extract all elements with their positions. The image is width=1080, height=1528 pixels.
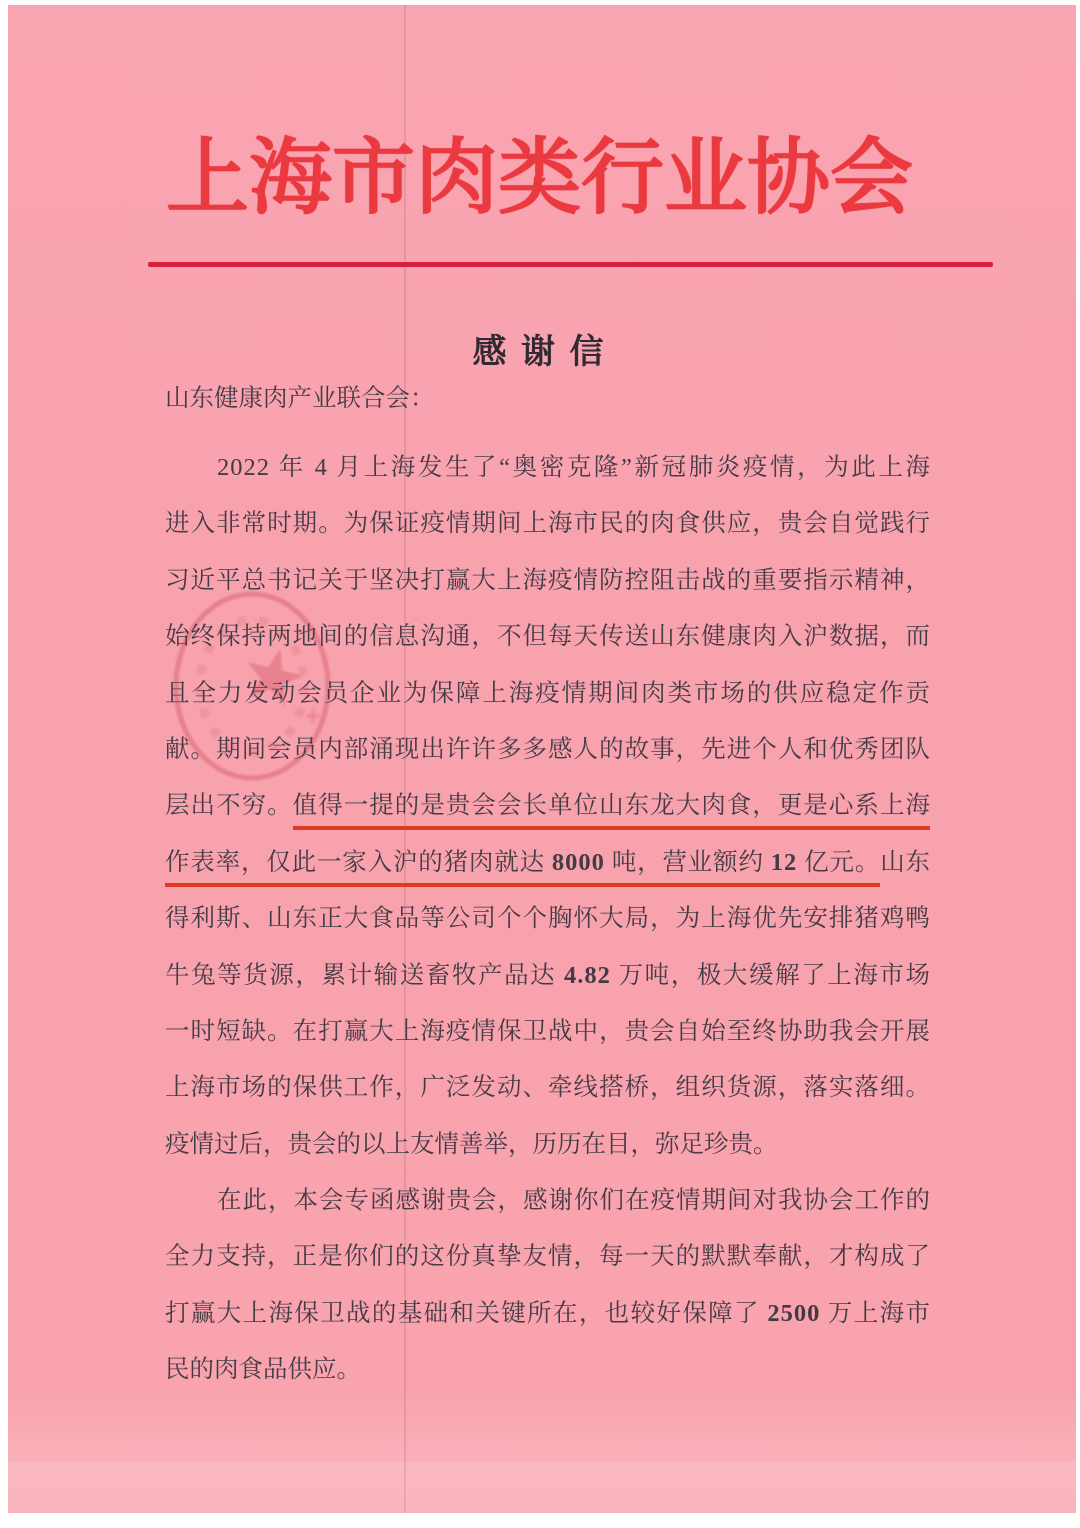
text-segment: 年 xyxy=(270,454,315,481)
letterhead-divider-rule xyxy=(148,262,993,267)
text-segment: 上海市场的保供工作，广泛发动、牵线搭桥，组织货源，落实落细。 xyxy=(165,1074,930,1102)
text-segment: 献。期间会员内部涌现出许许多多感人的故事，先进个人和优秀团队 xyxy=(165,735,930,763)
text-segment: 疫情过后，贵会的以上友情善举，历历在目，弥足珍贵。 xyxy=(165,1130,778,1158)
text-segment: 习近平总书记关于坚决打赢大上海疫情防控阻击战的重要指示精神， xyxy=(165,566,930,594)
text-segment: 全力支持，正是你们的这份真挚友情，每一天的默默奉献，才构成了 xyxy=(165,1243,930,1271)
text-segment: 万上海市 xyxy=(820,1299,930,1327)
letter-line xyxy=(165,1286,930,1342)
text-segment: 进入非常时期。为保证疫情期间上海市民的肉食供应，贵会自觉践行 xyxy=(165,510,930,538)
text-segment: 打赢大上海保卫战的基础和关键所在，也较好保障了 xyxy=(165,1299,768,1327)
underlined-text: 作表率，仅此一家入沪的猪肉就达 xyxy=(165,849,552,887)
letter-paragraph-lines xyxy=(165,440,930,1399)
underlined-text: 8000 xyxy=(552,849,605,887)
letter-title: 感 谢 信 xyxy=(472,334,607,371)
letter-line xyxy=(165,1173,930,1229)
letter-line xyxy=(165,948,930,1004)
letter-line xyxy=(165,1117,930,1173)
letter-line xyxy=(165,835,930,891)
scan-light-band xyxy=(8,1462,1076,1513)
letterhead-organization-title: 上海市肉类行业协会 xyxy=(166,132,913,224)
letter-line xyxy=(165,722,930,778)
text-segment: 民的肉食品供应。 xyxy=(165,1356,361,1384)
underlined-text: 12 xyxy=(771,849,798,887)
letter-line xyxy=(165,1229,930,1285)
text-segment: 月上海发生了“奥密克隆”新冠肺炎疫情，为此上海 xyxy=(327,454,930,481)
text-segment: 山东 xyxy=(880,848,930,876)
underlined-text: 亿元。 xyxy=(797,849,880,887)
text-segment: 4.82 xyxy=(563,961,611,989)
letter-line xyxy=(165,609,930,665)
text-segment: 一时短缺。在打赢大上海疫情保卫战中，贵会自始至终协助我会开展 xyxy=(165,1017,930,1045)
text-segment: 始终保持两地间的信息沟通，不但每天传送山东健康肉入沪数据，而 xyxy=(165,623,930,651)
salutation: 山东健康肉产业联合会： xyxy=(165,385,435,412)
text-segment: 且全力发动会员企业为保障上海疫情期间肉类市场的供应稳定作贡 xyxy=(165,679,930,707)
letter-line xyxy=(165,496,930,552)
underlined-text: 值得一提的是贵会会长单位山东龙大肉食，更是心系上海 xyxy=(293,792,930,830)
letter-line xyxy=(165,778,930,834)
underlined-text: 吨，营业额约 xyxy=(605,849,771,887)
text-segment: 牛兔等货源，累计输送畜牧产品达 xyxy=(165,961,564,989)
letter-body xyxy=(165,383,930,1399)
letter-line xyxy=(165,553,930,609)
letter-line xyxy=(165,1342,930,1398)
text-segment: 得利斯、山东正大食品等公司个个胸怀大局，为上海优先安排猪鸡鸭 xyxy=(165,905,930,933)
letter-line xyxy=(165,1004,930,1060)
text-segment: 2500 xyxy=(767,1299,821,1327)
letter-line xyxy=(165,891,930,947)
letter-line xyxy=(165,1060,930,1116)
text-segment: 在此，本会专函感谢贵会，感谢你们在疫情期间对我协会工作的 xyxy=(217,1187,930,1215)
text-segment: 4 xyxy=(314,454,328,481)
text-segment: 万吨，极大缓解了上海市场 xyxy=(610,961,930,989)
letter-line xyxy=(165,440,930,496)
text-segment: 层出不穷。 xyxy=(165,792,293,820)
letter-line xyxy=(165,666,930,722)
text-segment: 2022 xyxy=(217,454,270,481)
